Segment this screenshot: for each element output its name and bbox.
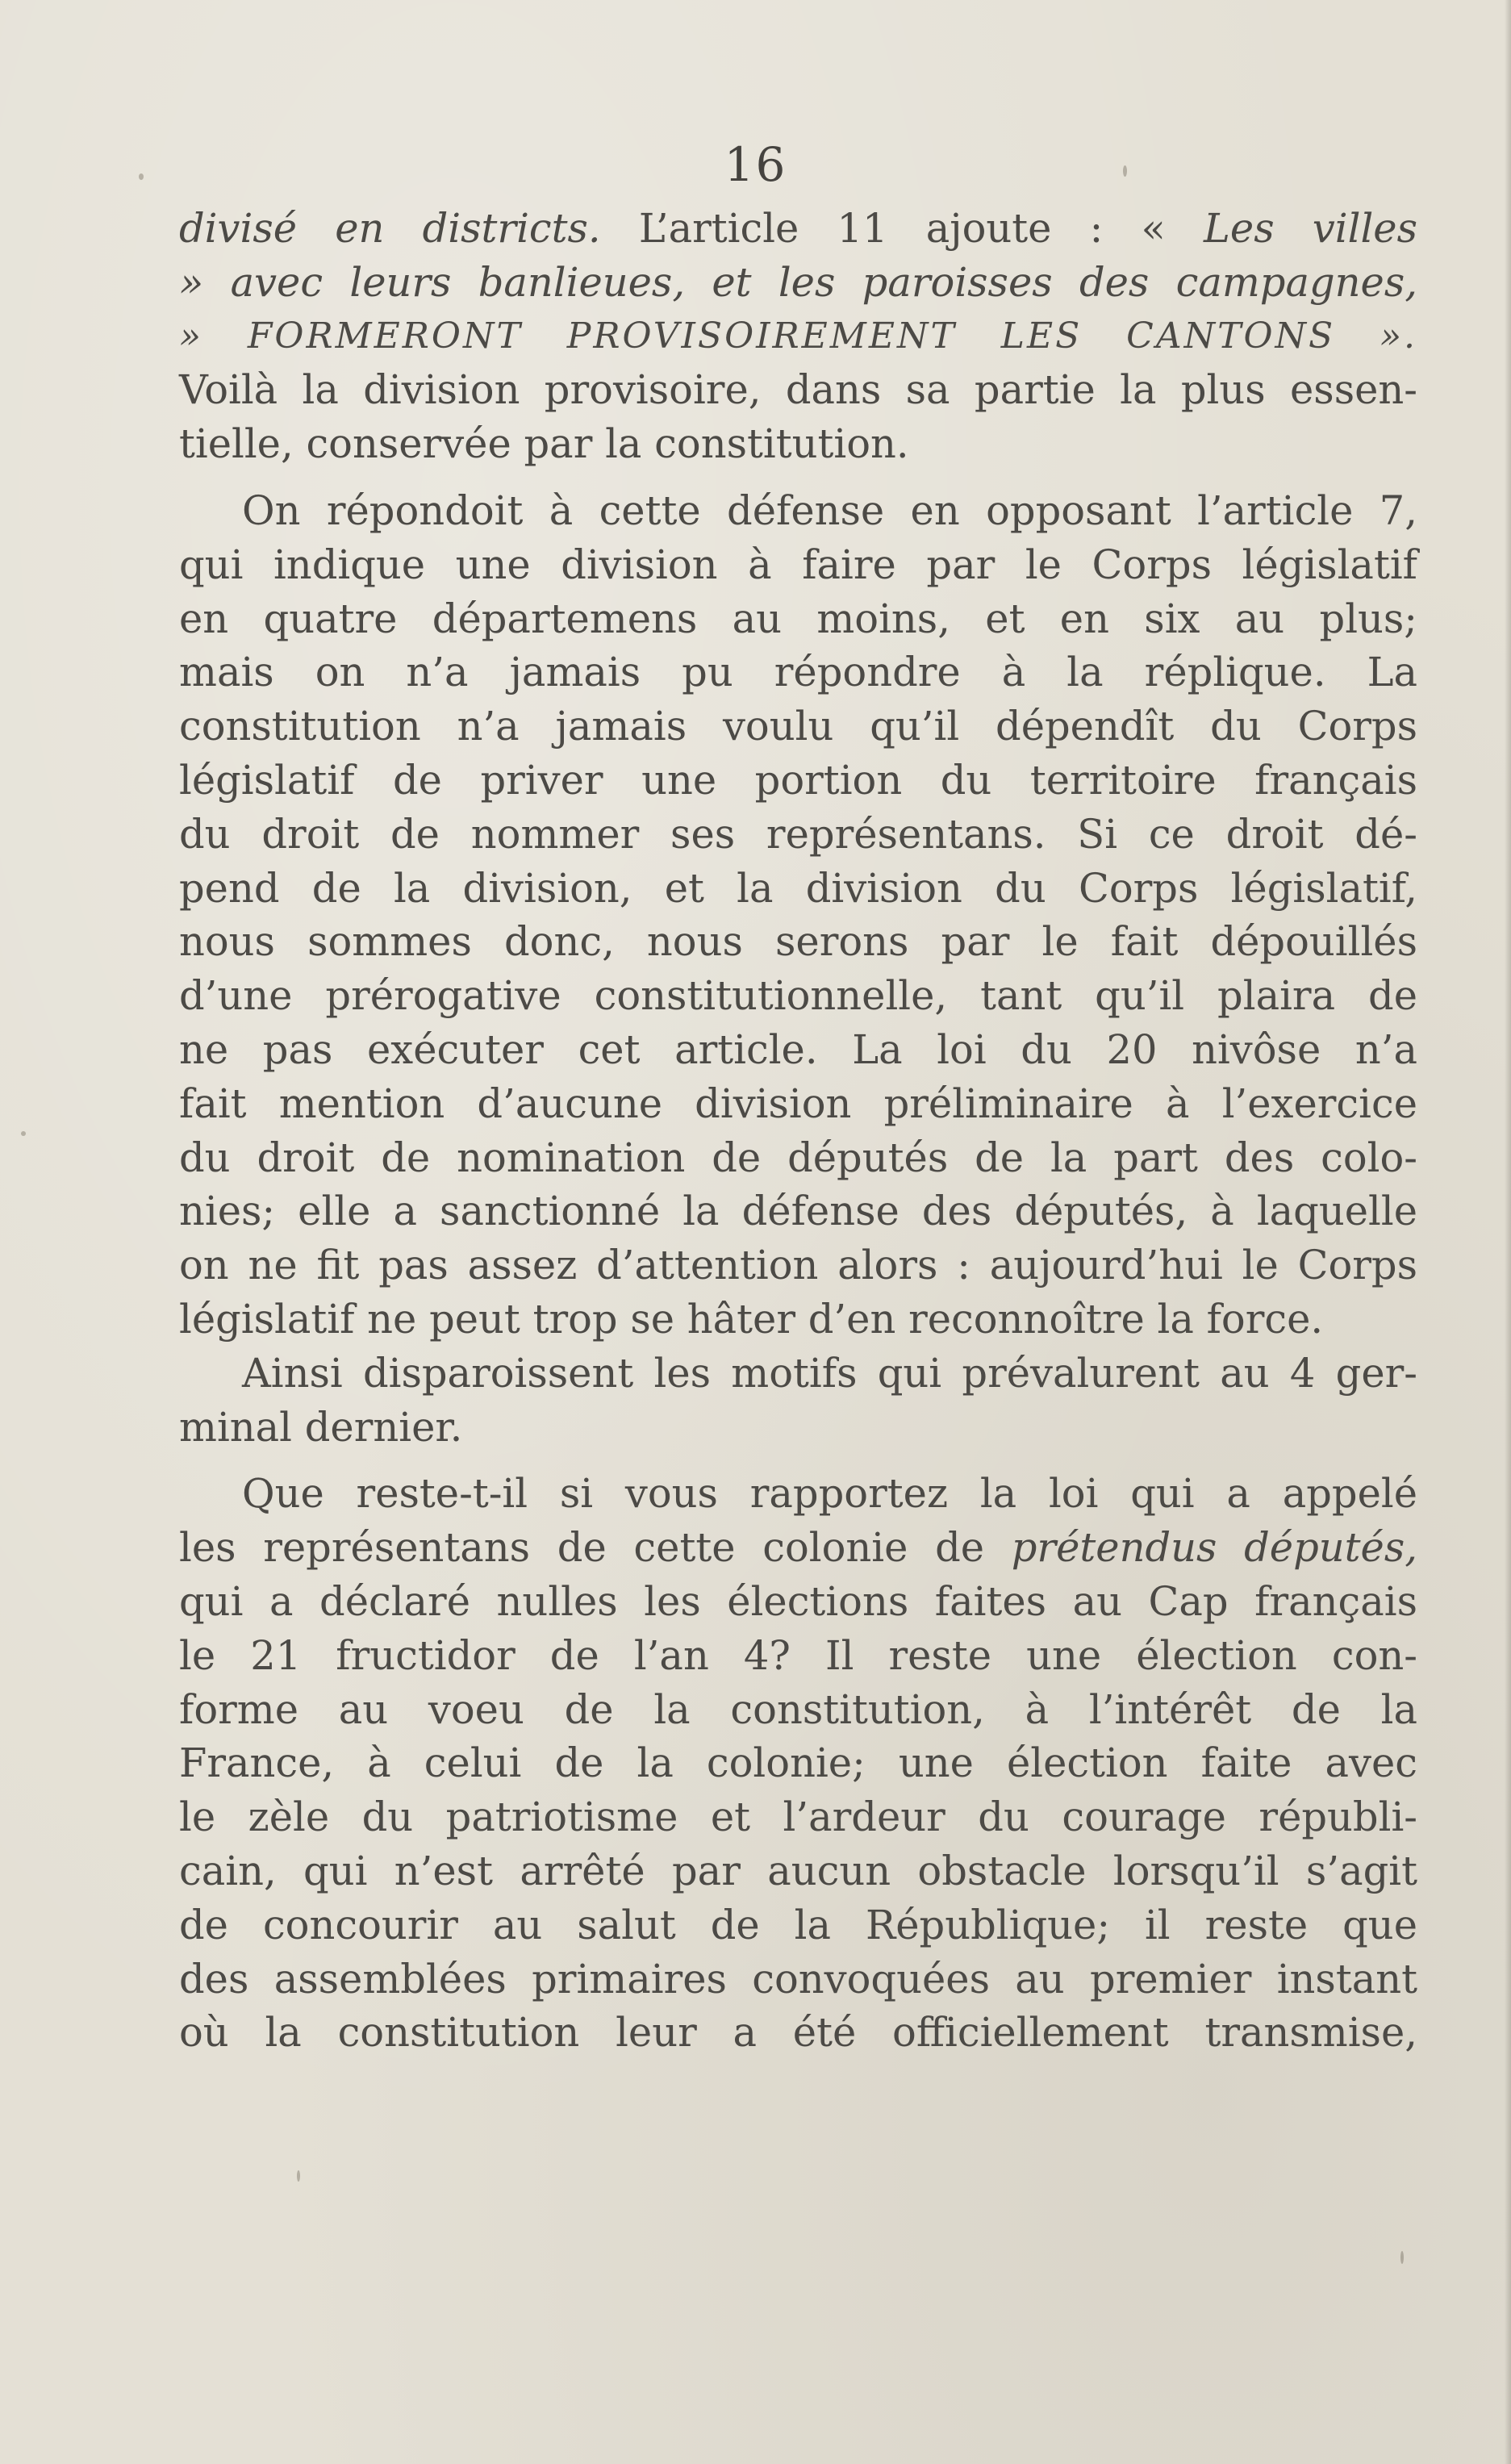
text-line: on ne fit pas assez d’attention alors : aujourd’hui le Corps (179, 1242, 1417, 1289)
page-number: 16 (724, 137, 787, 192)
text-line: Ainsi disparoissent les motifs qui prévalurent au 4 ger- (242, 1349, 1417, 1397)
text-line: le 21 fructidor de l’an 4? Il reste une élection con- (179, 1631, 1417, 1679)
italic-fragment: Les villes (1204, 205, 1417, 252)
text-line: nous sommes donc, nous serons par le fait dépouillés (179, 918, 1417, 966)
text-line: d’une prérogative constitutionnelle, tant qu’il plaira de (179, 972, 1417, 1020)
text-line: législatif de priver une portion du territoire français (179, 756, 1417, 804)
page-edge-shadow (1505, 0, 1511, 2464)
text-line: les représentans de cette colonie de prétendus députés, (179, 1524, 1417, 1572)
paper-speck (1400, 2251, 1404, 2264)
text-line: le zèle du patriotisme et l’ardeur du courage républi- (179, 1794, 1417, 1841)
paragraph (179, 1347, 1417, 1455)
text-line: minal dernier. (179, 1403, 463, 1451)
text-line: divisé en districts. L’article 11 ajoute : « Les villes (179, 205, 1417, 252)
text-line: qui a déclaré nulles les élections faites au Cap français (179, 1577, 1417, 1625)
text-line: du droit de nommer ses représentans. Si ce droit dé- (179, 810, 1417, 858)
text-line: mais on n’a jamais pu répondre à la réplique. La (179, 649, 1417, 696)
text-line: nies; elle a sanctionné la défense des députés, à laquelle (179, 1188, 1417, 1235)
italic-fragment: prétendus députés, (1011, 1524, 1417, 1572)
text-line: ne pas exécuter cet article. La loi du 20 nivôse n’a (179, 1025, 1417, 1073)
text-line: en quatre départemens au moins, et en six au plus; (179, 595, 1417, 642)
paragraph (179, 202, 1417, 471)
text-line: du droit de nomination de députés de la part des colo- (179, 1134, 1417, 1181)
text-line: Voilà la division provisoire, dans sa partie la plus essen- (179, 366, 1417, 414)
text-line: forme au voeu de la constitution, à l’intérêt de la (179, 1685, 1417, 1733)
text-line: fait mention d’aucune division préliminaire à l’exercice (179, 1080, 1417, 1127)
text-line: qui indique une division à faire par le Corps législatif (179, 541, 1417, 588)
text-line: France, à celui de la colonie; une élection faite avec (179, 1739, 1417, 1787)
text-line: pend de la division, et la division du Corps législatif, (179, 864, 1417, 912)
text-line: où la constitution leur a été officiellement transmise, (179, 2009, 1417, 2057)
text-line: tielle, conservée par la constitution. (179, 420, 909, 468)
paragraph (179, 1467, 1417, 2060)
text-line: On répondoit à cette défense en opposant l’article 7, (242, 487, 1417, 534)
paper-speck (21, 1131, 26, 1136)
paper-speck (297, 2170, 300, 2182)
text-line: Que reste-t-il si vous rapportez la loi qui a appelé (242, 1470, 1417, 1518)
text-line: cain, qui n’est arrêté par aucun obstacle lorsqu’il s’agit (179, 1847, 1417, 1894)
text-line: constitution n’a jamais voulu qu’il dépendît du Corps (179, 703, 1417, 750)
italic-fragment: divisé en districts. (179, 205, 601, 252)
text-line: législatif ne peut trop se hâter d’en reconnoître la force. (179, 1295, 1324, 1343)
text-line: de concourir au salut de la République; il reste que (179, 1901, 1417, 1948)
paragraph (179, 484, 1417, 1347)
body-text (179, 202, 1417, 2060)
text-line: des assemblées primaires convoquées au premier instant (179, 1955, 1417, 2003)
text-line: » FORMERONT PROVISOIREMENT LES CANTONS ». (179, 315, 1417, 357)
text-line: » avec leurs banlieues, et les paroisses des campagnes, (179, 258, 1417, 306)
